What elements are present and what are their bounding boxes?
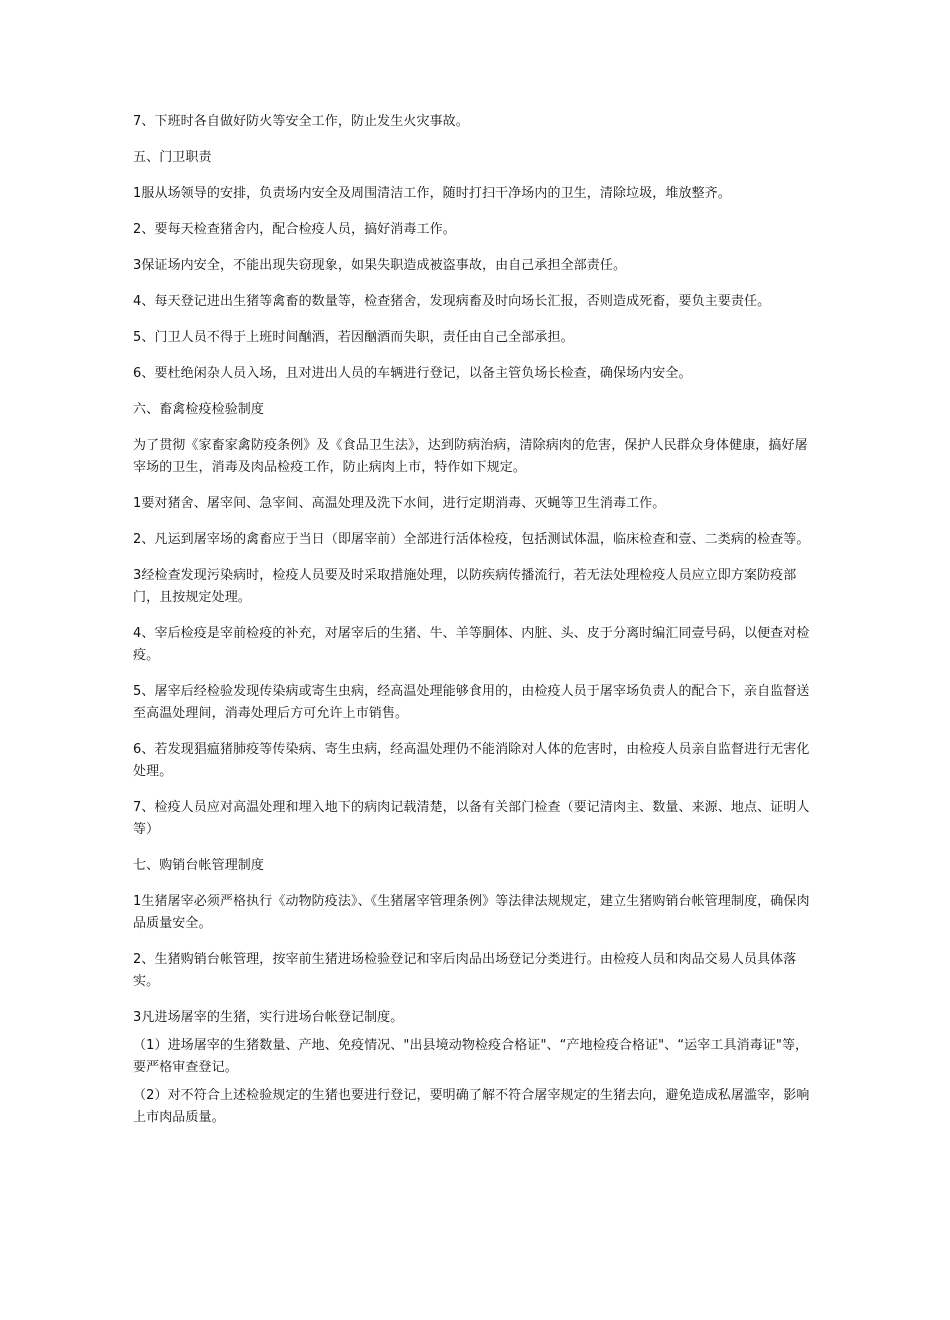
paragraph: 2、凡运到屠宰场的禽畜应于当日（即屠宰前）全部进行活体检疫，包括测试体温，临床检查和壹、二类病的检查等。 [133, 532, 810, 547]
section-heading-quarantine: 六、畜禽检疫检验制度 [133, 402, 265, 417]
paragraph: 7、检疫人员应对高温处理和埋入地下的病肉记载清楚，以备有关部门检查（要记清肉主、数量、来源、地点、证明人等） [133, 800, 810, 837]
paragraph: 2、生猪购销台帐管理，按宰前生猪进场检验登记和宰后肉品出场登记分类进行。由检疫人员和肉品交易人员具体落实。 [133, 952, 797, 989]
paragraph: 6、要杜绝闲杂人员入场，且对进出人员的车辆进行登记，以备主管负场长检查，确保场内安全。 [133, 366, 692, 381]
paragraph: 1服从场领导的安排，负责场内安全及周围清洁工作，随时打扫干净场内的卫生，清除垃圾，堆放整齐。 [133, 186, 731, 201]
paragraph: 4、宰后检疫是宰前检疫的补充，对屠宰后的生猪、牛、羊等胴体、内脏、头、皮于分离时编汇同壹号码，以便查对检疫。 [133, 626, 810, 663]
paragraph: 1要对猪舍、屠宰间、急宰间、高温处理及洗下水间，进行定期消毒、灭蝇等卫生消毒工作。 [133, 496, 666, 511]
paragraph: 5、门卫人员不得于上班时间酗酒，若因酗酒而失职，责任由自己全部承担。 [133, 330, 574, 345]
section-heading-ledger: 七、购销台帐管理制度 [133, 858, 265, 873]
paragraph: 3凡进场屠宰的生猪，实行进场台帐登记制度。 [133, 1010, 404, 1025]
section-heading-gatekeeper: 五、门卫职责 [133, 150, 212, 165]
paragraph: （1）进场屠宰的生猪数量、产地、免疫情况、"出县境动物检疫合格证"、“产地检疫合格证"、“运宰工具消毒证"等，要严格审查登记。 [133, 1038, 809, 1075]
paragraph: 4、每天登记进出生猪等禽畜的数量等，检查猪舍，发现病畜及时向场长汇报，否则造成死畜，要负主要责任。 [133, 294, 771, 309]
paragraph: 为了贯彻《家畜家禽防疫条例》及《食品卫生法》，达到防病治病，清除病肉的危害，保护人民群众身体健康，搞好屠宰场的卫生，消毒及肉品检疫工作，防止病肉上市，特作如下规定。 [133, 438, 808, 475]
document-body [133, 111, 818, 1129]
paragraph: 6、若发现猖瘟猪肺疫等传染病、寄生虫病，经高温处理仍不能消除对人体的危害时，由检疫人员亲自监督进行无害化处理。 [133, 742, 810, 779]
paragraph: 3经检查发现污染病时，检疫人员要及时采取措施处理，以防疾病传播流行，若无法处理检疫人员应立即方案防疫部门，且按规定处理。 [133, 568, 797, 605]
paragraph: 5、屠宰后经检验发现传染病或寄生虫病，经高温处理能够食用的，由检疫人员于屠宰场负责人的配合下，亲自监督送至高温处理间，消毒处理后方可允许上市销售。 [133, 684, 810, 721]
paragraph: 7、下班时各自做好防火等安全工作，防止发生火灾事故。 [133, 114, 469, 129]
paragraph: 2、要每天检查猪舍内，配合检疫人员，搞好消毒工作。 [133, 222, 456, 237]
paragraph: 3保证场内安全，不能出现失窃现象，如果失职造成被盗事故，由自己承担全部责任。 [133, 258, 627, 273]
paragraph: （2）对不符合上述检验规定的生猪也要进行登记，要明确了解不符合屠宰规定的生猪去向，避免造成私屠滥宰，影响上市肉品质量。 [133, 1088, 810, 1125]
paragraph: 1生猪屠宰必须严格执行《动物防疫法》、《生猪屠宰管理条例》等法律法规规定，建立生猪购销台帐管理制度，确保肉品质量安全。 [133, 894, 810, 931]
